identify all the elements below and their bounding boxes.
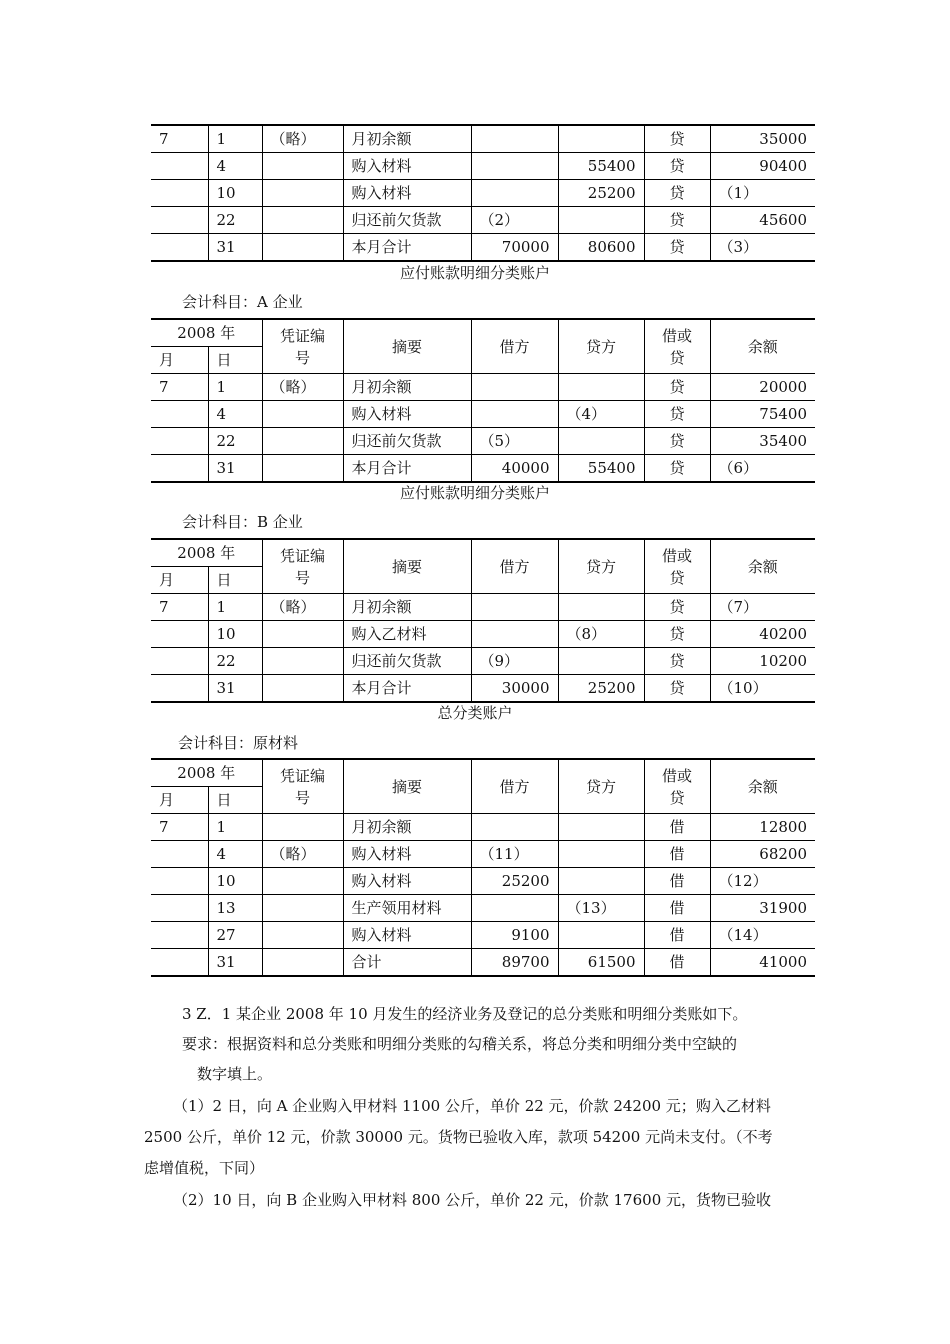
- header-voucher-line2: 号: [295, 568, 311, 587]
- table-row: [151, 895, 815, 922]
- header-summary: 摘要: [343, 759, 471, 814]
- cell-debit: 25200: [471, 868, 558, 895]
- cell-debit: （2）: [471, 207, 558, 234]
- cell-debit-or-credit: 借: [644, 868, 710, 895]
- header-year: 2008 年: [151, 319, 262, 347]
- table-row: [151, 374, 815, 401]
- cell-credit: [558, 428, 644, 455]
- header-balance: 余额: [710, 319, 815, 374]
- cell-debit: [471, 153, 558, 180]
- cell-month: [151, 180, 208, 207]
- cell-credit: [558, 207, 644, 234]
- cell-debit: [471, 401, 558, 428]
- cell-voucher: [262, 180, 343, 207]
- cell-month: [151, 648, 208, 675]
- cell-voucher: [262, 455, 343, 483]
- cell-summary: 生产领用材料: [343, 895, 471, 922]
- cell-summary: 月初余额: [343, 374, 471, 401]
- cell-balance: 20000: [710, 374, 815, 401]
- cell-balance: 35400: [710, 428, 815, 455]
- cell-summary: 归还前欠货款: [343, 428, 471, 455]
- cell-month: [151, 868, 208, 895]
- cell-month: [151, 895, 208, 922]
- cell-balance: （14）: [710, 922, 815, 949]
- cell-voucher: （略）: [262, 374, 343, 401]
- header-voucher-line1: 凭证编: [280, 326, 326, 345]
- cell-voucher: [262, 234, 343, 262]
- cell-debit: [471, 814, 558, 841]
- cell-voucher: [262, 401, 343, 428]
- table-row: [151, 675, 815, 703]
- table1-caption: 应付账款明细分类账户: [399, 264, 550, 282]
- cell-debit: [471, 895, 558, 922]
- cell-summary: 月初余额: [343, 594, 471, 621]
- cell-credit: [558, 648, 644, 675]
- cell-month: [151, 207, 208, 234]
- table-row: [151, 922, 815, 949]
- table2-caption: 应付账款明细分类账户: [399, 484, 550, 502]
- header-month: 月: [151, 567, 208, 594]
- cell-month: [151, 922, 208, 949]
- cell-debit: 30000: [471, 675, 558, 703]
- cell-debit: 9100: [471, 922, 558, 949]
- table-row: [151, 648, 815, 675]
- header-day: 日: [208, 567, 262, 594]
- header-voucher-line2: 号: [295, 348, 311, 367]
- cell-debit-or-credit: 贷: [644, 153, 710, 180]
- table-row: [151, 949, 815, 977]
- cell-month: [151, 841, 208, 868]
- header-dc-line2: 贷: [669, 348, 685, 367]
- ledger-table-b: [151, 538, 815, 703]
- cell-debit: [471, 374, 558, 401]
- header-voucher-line1: 凭证编: [280, 546, 326, 565]
- cell-debit-or-credit: 贷: [644, 180, 710, 207]
- cell-debit: [471, 594, 558, 621]
- cell-debit: [471, 180, 558, 207]
- header-day: 日: [208, 787, 262, 814]
- cell-month: [151, 949, 208, 977]
- cell-credit: 55400: [558, 455, 644, 483]
- header-dc-line1: 借或: [662, 326, 693, 345]
- header-dc-line1: 借或: [662, 766, 693, 785]
- cell-debit-or-credit: 贷: [644, 125, 710, 153]
- table-row: [151, 814, 815, 841]
- cell-credit: [558, 125, 644, 153]
- header-debit-or-credit: [644, 539, 710, 594]
- cell-credit: 80600: [558, 234, 644, 262]
- question-heading: 3 Z．1 某企业 2008 年 10 月发生的经济业务及登记的总分类账和明细分类账如下。: [182, 1005, 748, 1023]
- cell-month: 7: [151, 125, 208, 153]
- cell-voucher: [262, 895, 343, 922]
- cell-debit: 89700: [471, 949, 558, 977]
- ledger-table-raw-materials: [151, 758, 815, 977]
- cell-day: 22: [208, 648, 262, 675]
- cell-summary: 归还前欠货款: [343, 648, 471, 675]
- cell-debit-or-credit: 借: [644, 814, 710, 841]
- item1-line-3: 虑增值税，下同）: [144, 1159, 265, 1177]
- cell-debit: [471, 125, 558, 153]
- header-debit-or-credit: [644, 759, 710, 814]
- cell-credit: [558, 814, 644, 841]
- header-balance: 余额: [710, 759, 815, 814]
- cell-debit-or-credit: 贷: [644, 207, 710, 234]
- cell-credit: 55400: [558, 153, 644, 180]
- cell-month: [151, 234, 208, 262]
- header-credit: 贷方: [558, 539, 644, 594]
- table-row: [151, 180, 815, 207]
- cell-balance: 10200: [710, 648, 815, 675]
- cell-credit: [558, 594, 644, 621]
- cell-balance: 12800: [710, 814, 815, 841]
- header-summary: 摘要: [343, 319, 471, 374]
- cell-voucher: （略）: [262, 125, 343, 153]
- cell-debit: [471, 621, 558, 648]
- cell-credit: [558, 374, 644, 401]
- cell-day: 10: [208, 621, 262, 648]
- cell-voucher: [262, 675, 343, 703]
- cell-balance: （3）: [710, 234, 815, 262]
- cell-debit-or-credit: 贷: [644, 234, 710, 262]
- cell-month: 7: [151, 814, 208, 841]
- cell-summary: 购入材料: [343, 868, 471, 895]
- cell-month: 7: [151, 374, 208, 401]
- table1-subject: 会计科目：A 企业: [182, 293, 303, 311]
- item1-line-1: （1）2 日，向 A 企业购入甲材料 1100 公斤，单价 22 元，价款 24200 元；购入乙材料: [173, 1097, 771, 1115]
- cell-summary: 购入材料: [343, 841, 471, 868]
- header-year: 2008 年: [151, 759, 262, 787]
- header-debit-or-credit: [644, 319, 710, 374]
- table-row: [151, 594, 815, 621]
- cell-day: 4: [208, 153, 262, 180]
- ledger-table-a: [151, 318, 815, 483]
- cell-debit: 70000: [471, 234, 558, 262]
- header-row: [151, 539, 815, 567]
- cell-summary: 本月合计: [343, 455, 471, 483]
- header-voucher-line2: 号: [295, 788, 311, 807]
- header-debit: 借方: [471, 319, 558, 374]
- header-voucher: [262, 319, 343, 374]
- cell-day: 31: [208, 949, 262, 977]
- cell-day: 1: [208, 125, 262, 153]
- cell-balance: 45600: [710, 207, 815, 234]
- cell-month: [151, 675, 208, 703]
- header-row: [151, 319, 815, 347]
- cell-day: 1: [208, 814, 262, 841]
- header-month: 月: [151, 347, 208, 374]
- cell-balance: （7）: [710, 594, 815, 621]
- cell-month: [151, 455, 208, 483]
- header-day: 日: [208, 347, 262, 374]
- cell-balance: 40200: [710, 621, 815, 648]
- header-dc-line2: 贷: [669, 788, 685, 807]
- requirement-line-2: 数字填上。: [197, 1065, 273, 1083]
- cell-summary: 归还前欠货款: [343, 207, 471, 234]
- cell-summary: 购入材料: [343, 401, 471, 428]
- cell-summary: 本月合计: [343, 675, 471, 703]
- header-summary: 摘要: [343, 539, 471, 594]
- cell-voucher: （略）: [262, 841, 343, 868]
- cell-voucher: [262, 648, 343, 675]
- cell-day: 10: [208, 868, 262, 895]
- cell-month: [151, 401, 208, 428]
- cell-debit: （5）: [471, 428, 558, 455]
- cell-month: [151, 621, 208, 648]
- cell-debit-or-credit: 借: [644, 895, 710, 922]
- cell-day: 4: [208, 401, 262, 428]
- table-row: [151, 841, 815, 868]
- cell-day: 1: [208, 594, 262, 621]
- header-debit: 借方: [471, 539, 558, 594]
- cell-debit: 40000: [471, 455, 558, 483]
- header-credit: 贷方: [558, 319, 644, 374]
- cell-balance: 31900: [710, 895, 815, 922]
- cell-summary: 购入乙材料: [343, 621, 471, 648]
- cell-credit: [558, 868, 644, 895]
- cell-summary: 购入材料: [343, 153, 471, 180]
- cell-day: 27: [208, 922, 262, 949]
- table-row: [151, 234, 815, 262]
- cell-balance: 35000: [710, 125, 815, 153]
- cell-credit: （8）: [558, 621, 644, 648]
- cell-debit-or-credit: 借: [644, 922, 710, 949]
- cell-balance: 68200: [710, 841, 815, 868]
- cell-debit-or-credit: 贷: [644, 374, 710, 401]
- cell-voucher: [262, 621, 343, 648]
- table-row: [151, 125, 815, 153]
- cell-debit: （11）: [471, 841, 558, 868]
- cell-credit: [558, 841, 644, 868]
- cell-balance: 41000: [710, 949, 815, 977]
- table-row: [151, 207, 815, 234]
- cell-summary: 本月合计: [343, 234, 471, 262]
- cell-month: [151, 428, 208, 455]
- cell-day: 4: [208, 841, 262, 868]
- header-voucher-line1: 凭证编: [280, 766, 326, 785]
- cell-balance: 75400: [710, 401, 815, 428]
- cell-credit: 25200: [558, 180, 644, 207]
- cell-month: [151, 153, 208, 180]
- cell-day: 22: [208, 207, 262, 234]
- header-debit: 借方: [471, 759, 558, 814]
- item2-line-1: （2）10 日，向 B 企业购入甲材料 800 公斤，单价 22 元，价款 17600 元，货物已验收: [173, 1191, 772, 1209]
- cell-debit-or-credit: 贷: [644, 455, 710, 483]
- cell-credit: （13）: [558, 895, 644, 922]
- cell-month: 7: [151, 594, 208, 621]
- cell-credit: （4）: [558, 401, 644, 428]
- cell-debit-or-credit: 贷: [644, 621, 710, 648]
- header-dc-line1: 借或: [662, 546, 693, 565]
- cell-day: 31: [208, 675, 262, 703]
- table-row: [151, 428, 815, 455]
- table-row: [151, 401, 815, 428]
- cell-balance: （1）: [710, 180, 815, 207]
- cell-summary: 月初余额: [343, 125, 471, 153]
- item1-line-2: 2500 公斤，单价 12 元，价款 30000 元。货物已验收入库，款项 54200 元尚未支付。（不考: [144, 1128, 773, 1146]
- table2-subject: 会计科目：B 企业: [182, 513, 303, 531]
- cell-debit-or-credit: 贷: [644, 594, 710, 621]
- cell-summary: 购入材料: [343, 180, 471, 207]
- cell-balance: （6）: [710, 455, 815, 483]
- cell-day: 31: [208, 234, 262, 262]
- cell-day: 22: [208, 428, 262, 455]
- ledger-table-continuation: [151, 124, 815, 262]
- header-voucher: [262, 759, 343, 814]
- header-balance: 余额: [710, 539, 815, 594]
- cell-summary: 合计: [343, 949, 471, 977]
- header-voucher: [262, 539, 343, 594]
- cell-voucher: [262, 868, 343, 895]
- header-year: 2008 年: [151, 539, 262, 567]
- cell-day: 13: [208, 895, 262, 922]
- cell-credit: 61500: [558, 949, 644, 977]
- cell-balance: （10）: [710, 675, 815, 703]
- cell-debit-or-credit: 贷: [644, 401, 710, 428]
- cell-balance: 90400: [710, 153, 815, 180]
- cell-voucher: [262, 949, 343, 977]
- cell-debit: （9）: [471, 648, 558, 675]
- header-credit: 贷方: [558, 759, 644, 814]
- cell-summary: 购入材料: [343, 922, 471, 949]
- cell-voucher: [262, 153, 343, 180]
- cell-day: 31: [208, 455, 262, 483]
- cell-voucher: [262, 814, 343, 841]
- table-row: [151, 621, 815, 648]
- cell-summary: 月初余额: [343, 814, 471, 841]
- cell-debit-or-credit: 贷: [644, 675, 710, 703]
- header-dc-line2: 贷: [669, 568, 685, 587]
- cell-credit: [558, 922, 644, 949]
- cell-debit-or-credit: 借: [644, 841, 710, 868]
- table3-caption: 总分类账户: [437, 704, 513, 722]
- cell-voucher: （略）: [262, 594, 343, 621]
- header-row: [151, 759, 815, 787]
- requirement-line-1: 要求：根据资料和总分类账和明细分类账的勾稽关系，将总分类和明细分类中空缺的: [182, 1035, 738, 1053]
- cell-voucher: [262, 207, 343, 234]
- cell-debit-or-credit: 贷: [644, 428, 710, 455]
- cell-voucher: [262, 428, 343, 455]
- cell-day: 1: [208, 374, 262, 401]
- cell-day: 10: [208, 180, 262, 207]
- cell-debit-or-credit: 贷: [644, 648, 710, 675]
- cell-voucher: [262, 922, 343, 949]
- cell-debit-or-credit: 借: [644, 949, 710, 977]
- header-month: 月: [151, 787, 208, 814]
- table-row: [151, 868, 815, 895]
- table-row: [151, 153, 815, 180]
- table3-subject: 会计科目：原材料: [178, 734, 299, 752]
- cell-credit: 25200: [558, 675, 644, 703]
- table-row: [151, 455, 815, 483]
- cell-balance: （12）: [710, 868, 815, 895]
